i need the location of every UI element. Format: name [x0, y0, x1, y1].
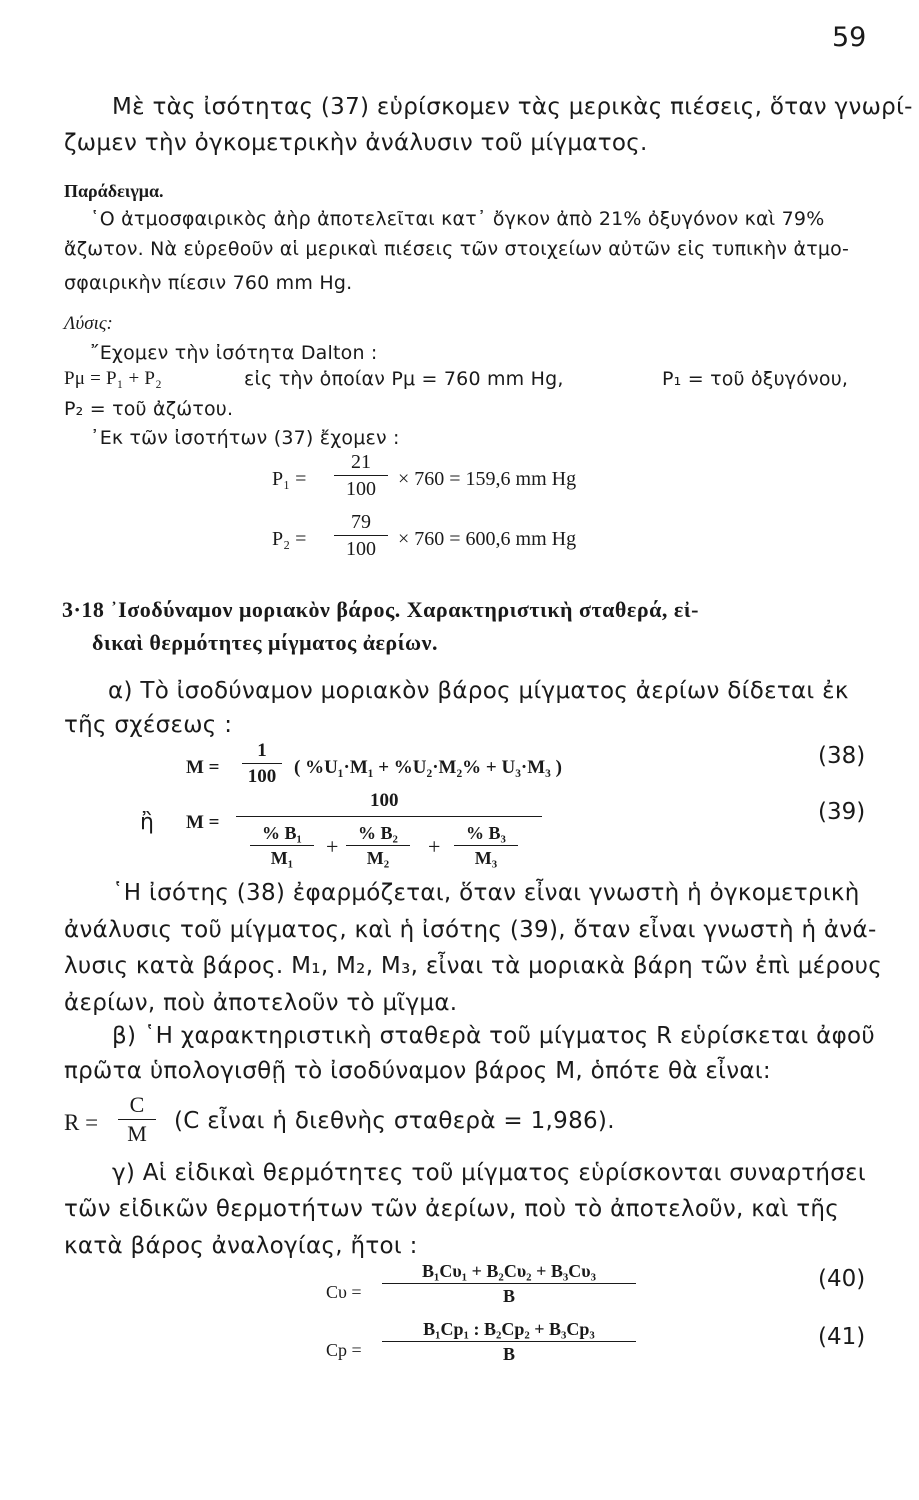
- solution-line-1: ῎Εχομεν τὴν ἰσότητα Dalton :: [90, 342, 378, 364]
- eq39-term-3-num: % B₃: [466, 823, 506, 843]
- eq40-lhs: Cυ =: [326, 1282, 362, 1302]
- example-heading: Παράδειγμα.: [64, 181, 164, 201]
- eq41-number: (41): [818, 1324, 866, 1350]
- eq39-number: (39): [818, 799, 866, 825]
- intro-line-2: ζωμεν τὴν ὀγκομετρικὴν ἀνάλυσιν τοῦ μίγματος.: [64, 130, 648, 156]
- gamma-line-2: τῶν εἰδικῶν θερμοτήτων τῶν ἀερίων, ποὺ τὸ ἀποτελοῦν, καὶ τῆς: [64, 1196, 840, 1222]
- eq40-numerator: B₁Cυ₁ + B₂Cυ₂ + B₃Cυ₃: [422, 1261, 596, 1281]
- eq39-top: 100: [370, 790, 399, 811]
- eq40-denominator: B: [502, 1286, 515, 1306]
- gamma-line-1: γ) Αἱ εἰδικαὶ θερμότητες τοῦ μίγματος εὑρίσκονται συναρτήσει: [112, 1160, 866, 1186]
- page-number: 59: [832, 22, 867, 53]
- beta-eq-fraction: [118, 1094, 156, 1145]
- calc1-lhs: P₁ =: [272, 468, 307, 490]
- solution-line-4: ᾿Εκ τῶν ἰσοτήτων (37) ἔχομεν :: [90, 427, 400, 449]
- eq39-term-1-den: M₁: [270, 848, 294, 868]
- alpha-line-2: τῆς σχέσεως :: [64, 712, 233, 738]
- eq39-term-3: [454, 824, 518, 867]
- nitrogen-definition: P₂ = τοῦ ἀζώτου.: [64, 398, 234, 420]
- eq39-main-bar: [236, 816, 542, 817]
- para-after-line-3: λυσις κατὰ βάρος. M₁, M₂, M₃, εἶναι τὰ μοριακὰ βάρη τῶν ἐπὶ μέρους: [64, 953, 883, 979]
- eq39-term-1-num: % B₁: [262, 823, 302, 843]
- gamma-line-3: κατὰ βάρος ἀναλογίας, ἤτοι :: [64, 1233, 418, 1259]
- eq40-fraction: [382, 1262, 636, 1305]
- beta-eq-lhs: R =: [64, 1110, 99, 1135]
- example-line-2: ἄζωτον. Νὰ εὑρεθοῦν αἱ μερικαὶ πιέσεις τῶν στοιχείων αὐτῶν εἰς τυπικὴν ἀτμο-: [64, 238, 850, 260]
- section-heading-line-2: δικαὶ θερμότητες μίγματος ἀερίων.: [92, 630, 438, 655]
- eq39-term-2-den: M₂: [366, 848, 390, 868]
- calc1-denominator: 100: [346, 478, 376, 500]
- eq39-plus-2: +: [428, 834, 441, 859]
- eq38-denominator: 100: [247, 766, 277, 787]
- example-line-3: σφαιρικὴν πίεσιν 760 mm Hg.: [64, 272, 353, 294]
- eq39-or: ἢ: [140, 810, 154, 835]
- calc2-lhs: P₂ =: [272, 528, 307, 550]
- section-heading-line-1: 3·18 ᾿Ισοδύναμον μοριακὸν βάρος. Χαρακτηριστικὴ σταθερά, εἰ-: [62, 597, 699, 622]
- calc2-denominator: 100: [346, 538, 376, 560]
- eq40-number: (40): [818, 1266, 866, 1292]
- calc1-fraction: [334, 452, 388, 499]
- beta-eq-numerator: C: [129, 1092, 145, 1117]
- eq39-term-2: [346, 824, 410, 867]
- dalton-condition: εἰς τὴν ὁποίαν Pμ = 760 mm Hg,: [244, 368, 564, 390]
- eq41-lhs: Cp =: [326, 1340, 362, 1360]
- eq38-lhs: M =: [186, 757, 220, 778]
- calc2-fraction: [334, 512, 388, 559]
- eq39-term-2-num: % B₂: [358, 823, 398, 843]
- eq38-number: (38): [818, 743, 866, 769]
- beta-eq-denominator: M: [127, 1121, 147, 1146]
- calc1-result: × 760 = 159,6 mm Hg: [398, 468, 577, 490]
- calc2-result: × 760 = 600,6 mm Hg: [398, 528, 577, 550]
- eq41-denominator: B: [502, 1344, 515, 1364]
- eq38-rhs: ( %U₁·M₁ + %U₂·M₂% + U₃·M₃ ): [294, 757, 562, 778]
- example-line-1: ῾Ο ἀτμοσφαιρικὸς ἀὴρ ἀποτελεῖται κατ᾿ ὄγκον ἀπὸ 21% ὀξυγόνον καὶ 79%: [90, 208, 825, 230]
- oxygen-definition: P₁ = τοῦ ὀξυγόνου,: [662, 368, 849, 390]
- para-after-line-4: ἀερίων, ποὺ ἀποτελοῦν τὸ μῖγμα.: [64, 990, 458, 1016]
- eq39-lhs: M =: [186, 812, 220, 833]
- eq38-numerator: 1: [257, 740, 267, 761]
- eq41-fraction: [382, 1320, 636, 1363]
- solution-heading: Λύσις:: [64, 313, 113, 334]
- eq39-term-1: [250, 824, 314, 867]
- beta-eq-note: (C εἶναι ἡ διεθνὴς σταθερὰ = 1,986).: [174, 1108, 615, 1134]
- dalton-equation: Pμ = P₁ + P₂: [64, 368, 162, 389]
- eq38-fraction: [242, 741, 282, 786]
- eq41-numerator: B₁Cp₁ : B₂Cp₂ + B₃Cp₃: [423, 1319, 595, 1339]
- para-after-line-2: ἀνάλυσις τοῦ μίγματος, καὶ ἡ ἰσότης (39), ὅταν εἶναι γνωστὴ ἡ ἀνά-: [64, 917, 877, 943]
- alpha-line-1: α) Τὸ ἰσοδύναμον μοριακὸν βάρος μίγματος ἀερίων δίδεται ἐκ: [108, 678, 849, 704]
- beta-line-1: β) ῾Η χαρακτηριστικὴ σταθερὰ τοῦ μίγματος R εὑρίσκεται ἀφοῦ: [112, 1023, 876, 1049]
- calc2-numerator: 79: [351, 511, 371, 533]
- beta-line-2: πρῶτα ὑπολογισθῇ τὸ ἰσοδύναμον βάρος M, ὁπότε θὰ εἶναι:: [64, 1058, 771, 1084]
- calc1-numerator: 21: [351, 451, 371, 473]
- para-after-line-1: ῾Η ἰσότης (38) ἐφαρμόζεται, ὅταν εἶναι γνωστὴ ἡ ὀγκομετρικὴ: [112, 880, 860, 906]
- eq39-plus-1: +: [326, 834, 339, 859]
- eq39-term-3-den: M₃: [474, 848, 498, 868]
- intro-line-1: Μὲ τὰς ἰσότητας (37) εὑρίσκομεν τὰς μερικὰς πιέσεις, ὅταν γνωρί-: [112, 94, 913, 120]
